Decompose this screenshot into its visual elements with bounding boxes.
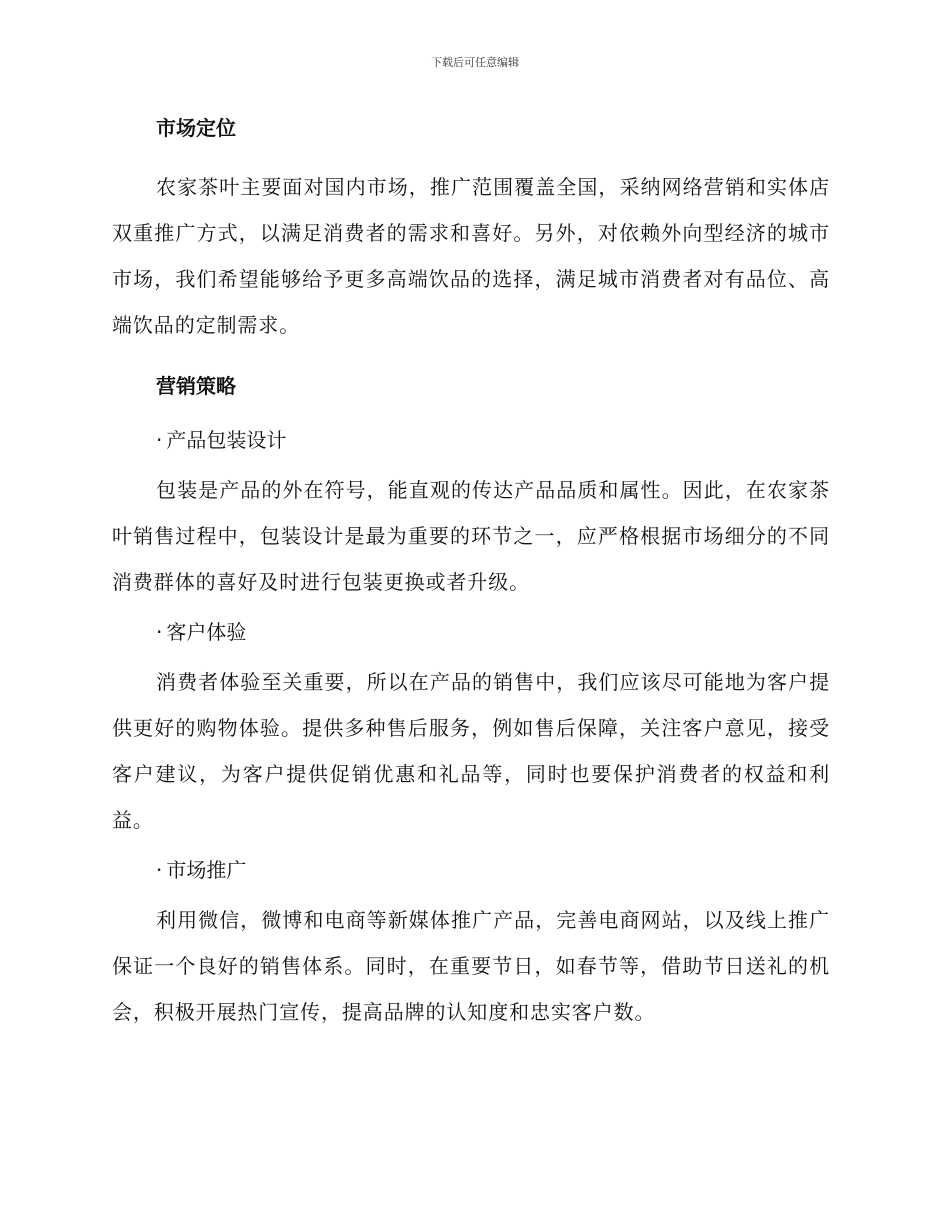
bullet-dot: ·	[156, 858, 163, 882]
document-body	[112, 112, 830, 1035]
section-title-marketing-strategy: 营销策略	[156, 374, 236, 398]
paragraph-packaging: 包装是产品的外在符号，能直观的传达产品品质和属性。因此，在农家茶叶销售过程中，包装设计是最为重要的环节之一，应严格根据市场细分的不同消费群体的喜好及时进行包装更换或者升级。	[112, 478, 830, 594]
bullet-item-market-promotion	[112, 854, 830, 886]
paragraph-market-positioning: 农家茶叶主要面对国内市场，推广范围覆盖全国，采纳网络营销和实体店双重推广方式，以满足消费者的需求和喜好。另外，对依赖外向型经济的城市市场，我们希望能够给予更多高端饮品的选择，满足城市消费者对有品位、高端饮品的定制需求。	[112, 175, 830, 337]
section-title-market-positioning: 市场定位	[156, 116, 236, 140]
bullet-dot: ·	[156, 428, 163, 452]
bullet-item-packaging	[112, 424, 830, 456]
bullet-dot: ·	[156, 620, 163, 644]
header-note: 下载后可任意编辑	[431, 56, 519, 69]
bullet-item-customer-experience	[112, 616, 830, 648]
bullet-label: 产品包装设计	[166, 428, 287, 452]
bullet-label: 市场推广	[166, 858, 247, 882]
paragraph-market-promotion: 利用微信，微博和电商等新媒体推广产品，完善电商网站，以及线上推广保证一个良好的销售体系。同时，在重要节日，如春节等，借助节日送礼的机会，积极开展热门宣传，提高品牌的认知度和忠实客户数。	[112, 908, 830, 1024]
bullet-label: 客户体验	[166, 620, 247, 644]
paragraph-customer-experience: 消费者体验至关重要，所以在产品的销售中，我们应该尽可能地为客户提供更好的购物体验。提供多种售后服务，例如售后保障，关注客户意见，接受客户建议，为客户提供促销优惠和礼品等，同时也要保护消费者的权益和利益。	[112, 670, 830, 832]
